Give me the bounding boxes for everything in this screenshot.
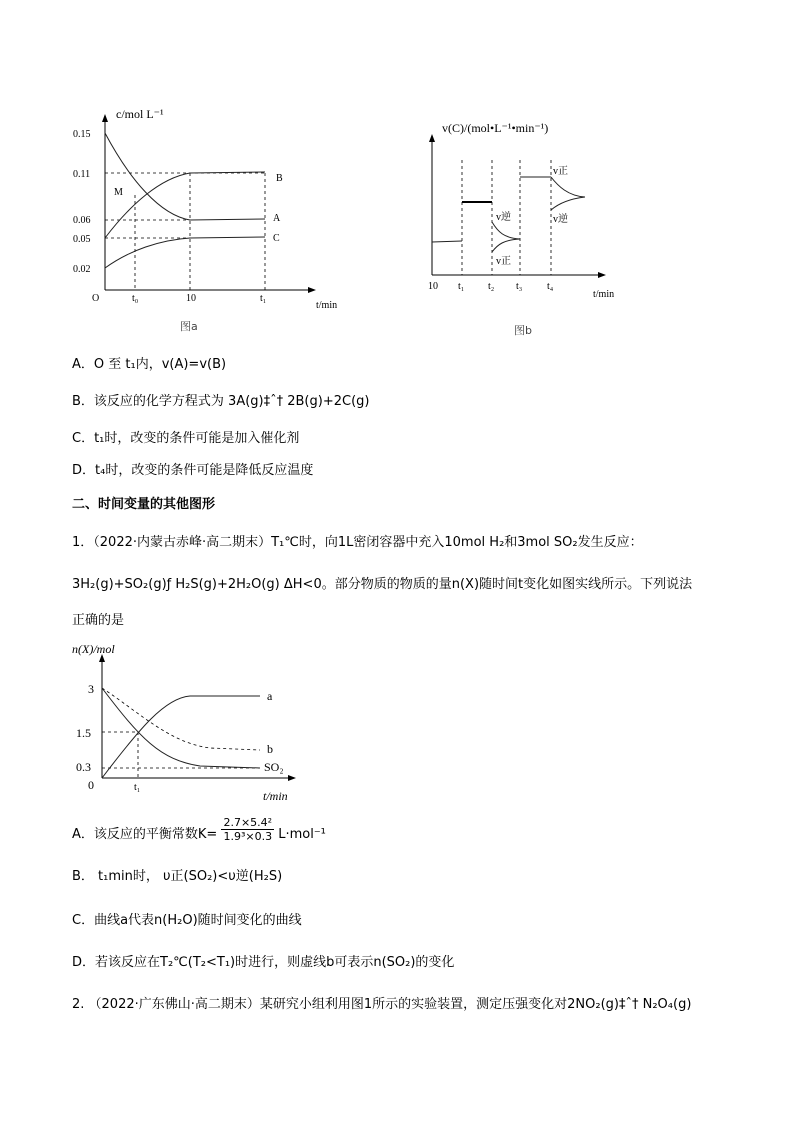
figure-nx: [70, 638, 330, 808]
fig-b-segment: [551, 177, 585, 197]
fig-b-annotation: v逆: [553, 214, 568, 225]
fig-a-series-label: B: [276, 173, 283, 184]
q2-option-a: [72, 816, 326, 844]
fig-b-y-arrow: [429, 134, 435, 142]
figure-a: [70, 100, 370, 340]
fig-a-ytick: 0.15: [73, 129, 91, 140]
q1-option-a: A．O 至 t₁内，v(A)=v(B): [72, 357, 227, 372]
fig-b-xtick: t₂: [488, 281, 495, 292]
q2-option-a-prefix: A．该反应的平衡常数K=: [72, 827, 218, 842]
q1-option-c: C．t₁时，改变的条件可能是加入催化剂: [72, 431, 300, 446]
q1-option-d: D．t₄时，改变的条件可能是降低反应温度: [72, 463, 314, 478]
fig-a-annotation-m: M: [114, 187, 123, 198]
fig-b-x-arrow: [598, 272, 606, 278]
q2-option-a-suffix: L·mol⁻¹: [278, 827, 326, 842]
q2-stem-line3: 正确的是: [72, 613, 125, 628]
fig-b-segment: [432, 241, 462, 242]
q2-option-a-denominator: 1.9³×0.3: [223, 830, 273, 843]
fig-b-caption: 图b: [514, 324, 532, 337]
q2-stem-line2: 3H₂(g)+SO₂(g)ƒ H₂S(g)+2H₂O(g) ΔH<0。部分物质的物质的量n(X)随时间t变化如图实线所示。下列说法: [72, 577, 693, 592]
q3-stem-line1: 2. （2022·广东佛山·高二期末）某研究小组利用图1所示的实验装置，测定压强变化对2NO₂(g)‡ˆ† N₂O₄(g): [72, 997, 692, 1012]
fig-a-ytick: 0.05: [73, 234, 91, 245]
fig-a-series-label: A: [273, 213, 281, 224]
q2-option-d: D．若该反应在T₂℃(T₂<T₁)时进行，则虚线b可表示n(SO₂)的变化: [72, 955, 455, 970]
fig-b-ylabel: v(C)/(mol•L⁻¹•min⁻¹): [442, 121, 549, 135]
q2-option-c: C．曲线a代表n(H₂O)随时间变化的曲线: [72, 913, 302, 928]
fig-c-ytick: 3: [88, 682, 94, 696]
fig-b-xtick: t₃: [516, 281, 523, 292]
fig-a-x-arrow: [308, 287, 316, 293]
fig-b-segment: [551, 197, 585, 210]
fig-a-ylabel: c/mol L⁻¹: [116, 107, 164, 121]
section-title: 二、时间变量的其他图形: [72, 497, 216, 512]
fig-b-annotation: v正: [496, 256, 511, 267]
fig-a-curve-a: [105, 133, 265, 220]
q2-option-b: B． t₁min时， υ正(SO₂)<υ逆(H₂S): [72, 869, 283, 884]
fig-c-series-label: SO₂: [264, 760, 284, 774]
fig-c-ytick: 1.5: [76, 726, 91, 740]
fig-a-xtick: t₁: [260, 293, 267, 304]
fig-a-xlabel: t/min: [316, 300, 338, 311]
fig-c-ylabel: n(X)/mol: [72, 642, 115, 656]
fig-a-y-arrow: [102, 114, 108, 122]
fig-a-xtick: t₀: [132, 293, 139, 304]
fig-c-xtick: t₁: [134, 782, 141, 793]
fig-a-xtick: 10: [186, 293, 196, 304]
fig-b-xtick: t₁: [458, 281, 465, 292]
fig-c-series-label: b: [267, 742, 273, 756]
fig-c-xlabel: t/min: [263, 789, 288, 803]
fig-c-curve-so2: [102, 688, 260, 768]
q1-option-b: B．该反应的化学方程式为 3A(g)‡ˆ† 2B(g)+2C(g): [72, 394, 370, 409]
q2-option-a-numerator: 2.7×5.4²: [223, 816, 273, 829]
q2-option-a-fraction: [221, 816, 274, 843]
fig-b-annotation: v正: [553, 166, 568, 177]
fig-a-xtick: O: [92, 293, 100, 304]
fig-b-xtick: t₄: [547, 281, 554, 292]
fig-c-curve-a: [102, 696, 260, 778]
fig-a-ytick: 0.06: [73, 215, 91, 226]
fig-b-xlabel: t/min: [593, 289, 615, 300]
fig-a-ytick: 0.02: [73, 264, 91, 275]
fig-b-segment: [492, 239, 520, 252]
fig-a-curve-c: [105, 237, 265, 268]
figure-b: [420, 110, 640, 340]
fig-a-ytick: 0.11: [73, 169, 91, 180]
fig-c-ytick: 0.3: [76, 760, 91, 774]
q2-stem-line1: 1．（2022·内蒙古赤峰·高二期末）T₁℃时，向1L密闭容器中充入10mol H₂和3mol SO₂发生反应：: [72, 535, 643, 550]
fig-c-series-label: a: [267, 689, 273, 703]
fig-b-segment: [492, 222, 520, 239]
fig-c-ytick: 0: [88, 778, 94, 792]
fig-a-curve-b: [105, 172, 265, 238]
fig-c-curve-b: [102, 688, 260, 750]
fig-c-x-arrow: [288, 775, 296, 781]
fig-a-caption: 图a: [180, 320, 198, 333]
fig-a-series-label: C: [273, 233, 280, 244]
fig-b-xtick: 10: [428, 281, 438, 292]
fig-b-annotation: v逆: [496, 212, 511, 223]
